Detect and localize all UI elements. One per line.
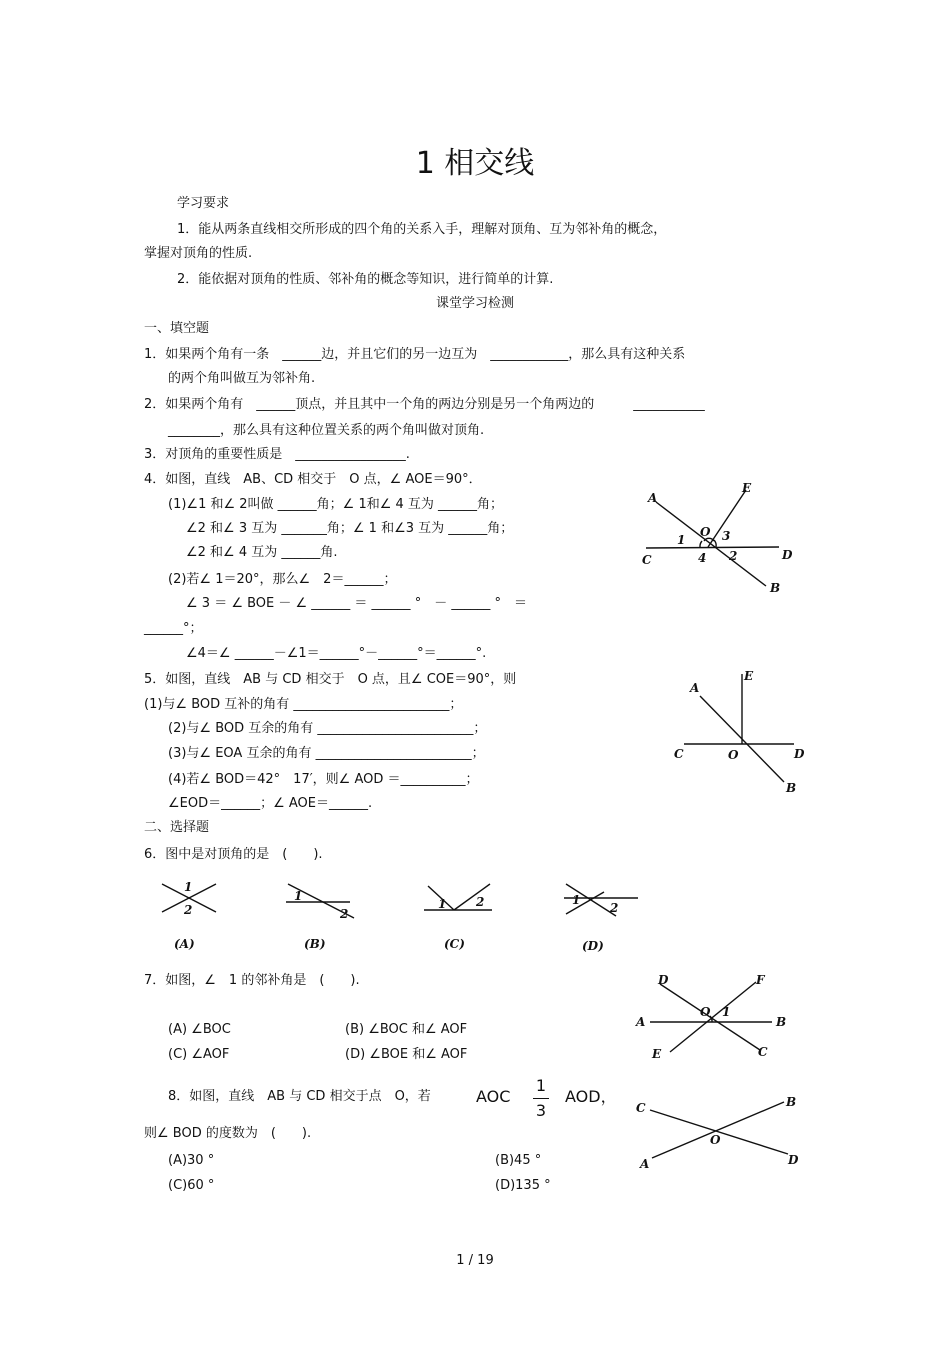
question-2-line1: 2．如果两个角有 ______顶点，并且其中一个角的两边分别是另一个角两边的 ___________	[144, 397, 705, 412]
line-ab	[656, 502, 766, 586]
page-title: 1 相交线	[415, 146, 535, 181]
angle-2-label: 2	[340, 907, 349, 921]
question-5-4: (4)若∠ BOD＝42° 17′，则∠ AOD ＝__________；	[168, 772, 479, 787]
section-title: 课堂学习检测	[435, 296, 514, 311]
point-f-label: F	[756, 973, 765, 987]
point-a-label: A	[648, 491, 658, 505]
question-5-3: (3)与∠ EOA 互余的角有 ________________________；	[168, 746, 485, 761]
point-c-label: C	[758, 1045, 768, 1059]
fraction-numerator: 1	[535, 1076, 547, 1095]
option-c-label: (C)	[444, 937, 465, 951]
point-b-label: B	[786, 781, 797, 795]
question-5-2: (2)与∠ BOD 互余的角有 ________________________；	[168, 721, 487, 736]
question-4: 4．如图，直线 AB、CD 相交于 O 点，∠ AOE＝90°．	[144, 472, 482, 487]
point-a-label: A	[636, 1015, 646, 1029]
figure-question-7	[630, 966, 800, 1066]
angle-4-label: 4	[698, 551, 707, 565]
angle-2-label: 2	[729, 549, 738, 563]
figure-question-4	[636, 478, 806, 598]
question-8-aod: AOD，	[565, 1087, 617, 1106]
line-3	[454, 884, 490, 910]
point-o-label: O	[700, 1005, 711, 1019]
question-1-line1: 1．如果两个角有一条 ______边，并且它们的另一边互为 ____________，那么具有这种关系	[144, 347, 686, 362]
point-c-label: C	[636, 1101, 646, 1115]
question-6: 6．图中是对顶角的是 ( ).	[144, 847, 323, 862]
figure-question-6-c	[420, 878, 500, 953]
point-d-label: D	[788, 1153, 799, 1167]
point-e-label: E	[742, 481, 752, 495]
question-4-1-line3: ∠2 和∠ 4 互为 ______角.	[186, 545, 338, 560]
figure-question-6-a	[156, 878, 226, 953]
angle-1-label: 1	[572, 893, 581, 907]
figure-question-6-b	[282, 878, 362, 953]
question-7: 7．如图，∠ 1 的邻补角是 ( ).	[144, 973, 360, 988]
requirement-2: 2．能依据对顶角的性质、邻补角的概念等知识，进行简单的计算.	[177, 272, 554, 287]
point-d-label: D	[794, 747, 805, 761]
part2-heading: 二、选择题	[144, 820, 210, 835]
question-8-option-b: (B)45 °	[495, 1153, 542, 1168]
angle-1-label: 1	[677, 533, 686, 547]
angle-1-label: 1	[438, 897, 447, 911]
question-4-2-line4: ∠4＝∠ ______－∠1＝______°－______°＝______°.	[186, 646, 487, 661]
option-d-label: (D)	[582, 939, 604, 953]
requirements-heading: 学习要求	[177, 196, 230, 211]
requirement-1-line1: 1．能从两条直线相交所形成的四个角的关系入手，理解对顶角、互为邻补角的概念，	[177, 222, 667, 237]
question-5: 5．如图，直线 AB 与 CD 相交于 O 点，且∠ COE＝90°，则	[144, 672, 517, 687]
point-o-label: O	[710, 1133, 721, 1147]
question-7-option-b: (B) ∠BOC 和∠ AOF	[345, 1022, 468, 1037]
point-o-label: O	[700, 525, 711, 539]
question-7-option-c: (C) ∠AOF	[168, 1047, 230, 1062]
line-cd	[650, 1110, 788, 1154]
point-a-label: A	[690, 681, 700, 695]
point-d-label: D	[782, 548, 793, 562]
question-4-1-line2: ∠2 和∠ 3 互为 _______角；∠ 1 和∠3 互为 ______角；	[186, 521, 514, 536]
point-c-label: C	[674, 747, 684, 761]
question-1-line2: 的两个角叫做互为邻补角.	[168, 371, 316, 386]
line-cd	[646, 547, 779, 548]
question-4-2-line2: ∠ 3 ＝ ∠ BOE － ∠ ______ ＝ ______ ° － ______ ° ＝	[186, 596, 527, 611]
option-a-label: (A)	[174, 937, 195, 951]
point-e-label: E	[652, 1047, 662, 1061]
question-4-2-line1: (2)若∠ 1＝20°，那么∠ 2＝______；	[168, 572, 397, 587]
angle-2-label: 2	[476, 895, 485, 909]
question-7-option-a: (A) ∠BOC	[168, 1022, 231, 1037]
point-o-label: O	[728, 748, 739, 762]
question-8-aoc: AOC	[476, 1087, 511, 1106]
question-8-line2: 则∠ BOD 的度数为 ( ).	[144, 1126, 312, 1141]
point-a-label: A	[640, 1157, 650, 1171]
question-4-1-line1: (1)∠1 和∠ 2叫做 ______角；∠ 1和∠ 4 互为 ______角；	[168, 497, 504, 512]
point-b-label: B	[786, 1095, 797, 1109]
question-8-option-d: (D)135 °	[495, 1178, 551, 1193]
point-d-label: D	[658, 973, 669, 987]
angle-2-label: 2	[184, 903, 193, 917]
angle-1-label: 1	[294, 889, 303, 903]
question-8-option-a: (A)30 °	[168, 1153, 215, 1168]
figure-question-8	[634, 1092, 814, 1182]
figure-question-6-d	[560, 878, 645, 953]
question-3: 3．对顶角的重要性质是 _________________.	[144, 447, 410, 462]
question-8-line1: 8．如图，直线 AB 与 CD 相交于点 O，若	[168, 1089, 431, 1104]
point-c-label: C	[642, 553, 652, 567]
line-ef	[670, 982, 756, 1052]
question-5-1: (1)与∠ BOD 互补的角有 ________________________；	[144, 697, 463, 712]
question-8-option-c: (C)60 °	[168, 1178, 215, 1193]
question-8-fraction	[531, 1076, 551, 1121]
requirement-1-line2: 掌握对顶角的性质.	[144, 246, 253, 261]
question-2-line2: ________，那么具有这种位置关系的两个角叫做对顶角.	[168, 423, 485, 438]
fraction-bar	[533, 1098, 549, 1099]
angle-2-label: 2	[610, 901, 619, 915]
question-5-5: ∠EOD＝______；∠ AOE＝______.	[168, 796, 373, 811]
point-b-label: B	[776, 1015, 787, 1029]
line-ab	[652, 1102, 784, 1158]
option-b-label: (B)	[304, 937, 326, 951]
part1-heading: 一、填空题	[144, 321, 210, 336]
angle-1-arc	[700, 541, 702, 547]
point-b-label: B	[770, 581, 781, 595]
angle-3-label: 3	[722, 529, 731, 543]
fraction-denominator: 3	[535, 1101, 547, 1120]
figure-question-5	[666, 664, 816, 799]
question-7-option-d: (D) ∠BOE 和∠ AOF	[345, 1047, 468, 1062]
angle-1-label: 1	[722, 1005, 731, 1019]
angle-1-label: 1	[184, 880, 193, 894]
question-4-2-line3: ______°；	[144, 621, 203, 636]
page-number: 1 / 19	[456, 1253, 494, 1268]
point-e-label: E	[744, 669, 754, 683]
